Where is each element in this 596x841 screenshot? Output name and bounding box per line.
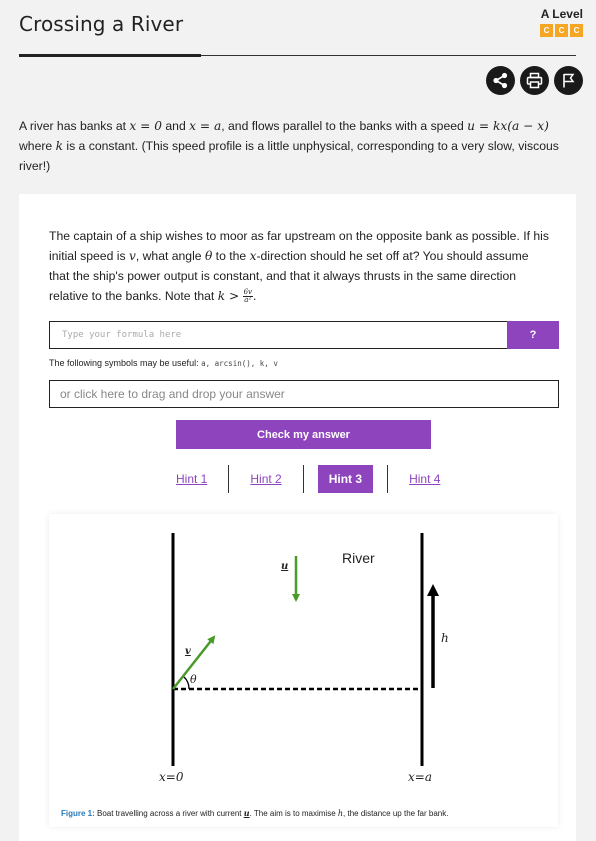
fraction-denominator: a² [244, 296, 252, 305]
hint-tab-2[interactable]: Hint 2 [250, 472, 282, 486]
fraction-numerator: 6v [243, 288, 252, 297]
formula-answer-row [49, 321, 559, 349]
intro-text [19, 116, 579, 176]
fraction [243, 289, 253, 304]
symbols-label: The following symbols may be useful: [49, 358, 199, 368]
intro-text-part: is a constant. (This speed profile is a little unphysical, corresponding to a very slow, viscous river!) [19, 139, 559, 173]
river-diagram [49, 514, 558, 804]
math-expression: θ [204, 249, 213, 263]
action-icons [486, 66, 583, 95]
hint-tab-1[interactable]: Hint 1 [176, 472, 208, 486]
level-label: A Level [540, 7, 583, 21]
caption-text-part: . The aim is to maximise [249, 809, 338, 818]
math-expression: x [249, 249, 257, 263]
caption-label: Figure 1: [61, 809, 95, 818]
level-badge: C [570, 24, 583, 37]
intro-text-part: , and flows parallel to the banks with a speed [221, 119, 468, 133]
question-text [49, 226, 549, 306]
print-icon[interactable] [520, 66, 549, 95]
left-bank-label: x=0 [159, 770, 184, 784]
velocity-label: v [185, 646, 191, 657]
question-text-part: . [253, 289, 257, 303]
question-card [19, 194, 576, 841]
math-expression: u = kx(a − x) [467, 119, 549, 133]
check-answer-button[interactable]: Check my answer [176, 420, 431, 449]
symbols-list: a, arcsin(), k, v [201, 359, 278, 368]
figure-caption [61, 808, 551, 818]
intro-text-part: A river has banks at [19, 119, 130, 133]
help-button[interactable]: ? [507, 321, 559, 349]
page-title: Crossing a River [19, 12, 184, 36]
symbols-hint [49, 358, 278, 368]
question-text-part: to the [212, 249, 250, 263]
hint-figure [49, 514, 558, 827]
math-expression: v [128, 249, 136, 263]
formula-input[interactable]: Type your formula here [49, 321, 519, 349]
hint-separator [303, 465, 304, 493]
intro-text-part: and [162, 119, 190, 133]
level-badge: C [540, 24, 553, 37]
hint-separator [228, 465, 229, 493]
hint-tab-3[interactable]: Hint 3 [318, 465, 373, 493]
flag-icon[interactable] [554, 66, 583, 95]
caption-math: u [243, 808, 250, 818]
math-expression: k > [217, 289, 240, 303]
caption-text-part: , the distance up the far bank. [343, 809, 449, 818]
level-badge: C [555, 24, 568, 37]
title-underline [19, 54, 201, 57]
math-expression: x = a [189, 119, 222, 133]
theta-label: θ [190, 673, 197, 686]
level-badges [540, 24, 583, 37]
drag-drop-input[interactable]: or click here to drag and drop your answer [49, 380, 559, 408]
math-expression: x = 0 [129, 119, 163, 133]
theta-arc [184, 677, 189, 689]
river-label: River [342, 550, 375, 566]
distance-label: h [441, 631, 449, 645]
intro-text-part: where [19, 139, 56, 153]
share-icon[interactable] [486, 66, 515, 95]
hint-tab-4[interactable]: Hint 4 [409, 472, 441, 486]
question-text-part: , what angle [135, 249, 205, 263]
question-text-part: The captain of a ship wishes to moor as far upstream on the opposite bank as possible. If his initial speed is [49, 229, 549, 263]
caption-math: h [337, 809, 344, 818]
math-expression: k [55, 139, 63, 153]
right-bank-label: x=a [408, 770, 432, 784]
question-text-part: -direction should he set off at? You should assume that the ship's power output is constant, and that it always thrusts in the same direction relative to the banks. Note that [49, 249, 529, 303]
hint-separator [387, 465, 388, 493]
caption-text-part: Boat travelling across a river with current [94, 809, 244, 818]
hint-tabs [169, 464, 447, 494]
level-indicator [540, 7, 583, 37]
current-label: u [281, 561, 289, 572]
